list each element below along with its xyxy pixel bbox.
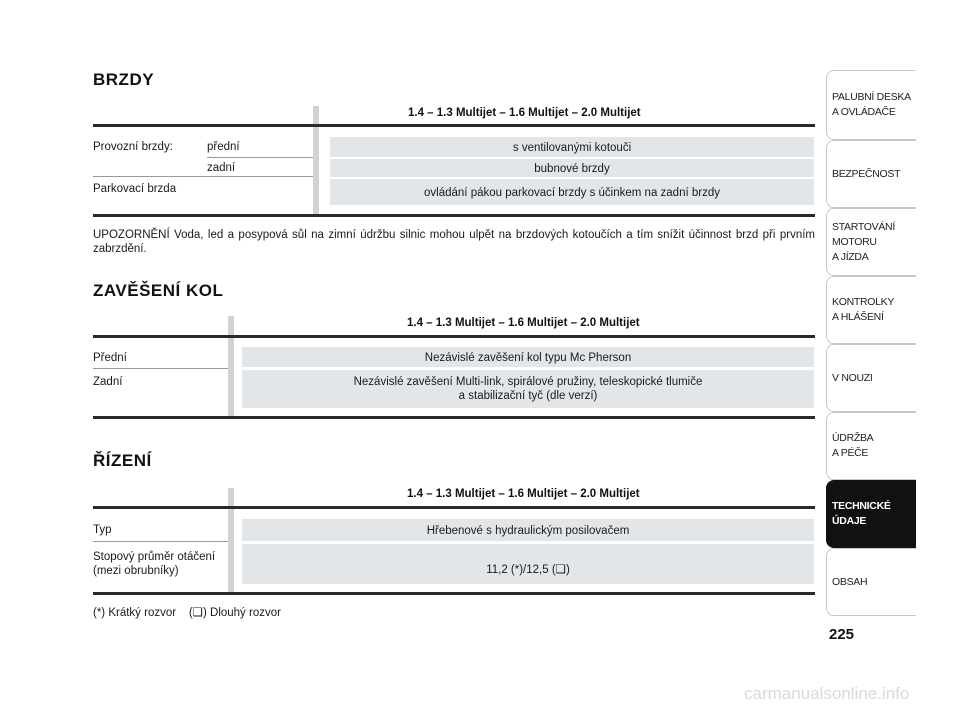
row-sublabel-predni: přední	[207, 141, 240, 153]
value-typ-rizeni: Hřebenové s hydraulickým posilovačem	[426, 525, 630, 537]
section-title-brzdy: BRZDY	[93, 70, 155, 89]
column-header-rizeni: 1.4 – 1.3 Multijet – 1.6 Multijet – 2.0 Multijet	[407, 488, 640, 500]
tab-udrzba[interactable]: ÚDRŽBA A PÉČE	[826, 412, 916, 480]
tab-palubni-deska[interactable]: PALUBNÍ DESKA A OVLÁDAČE	[826, 70, 916, 140]
tab-obsah[interactable]: OBSAH	[826, 548, 916, 616]
section-title-rizeni: ŘÍZENÍ	[93, 451, 152, 470]
footnote: (*) Krátký rozvor (❑) Dlouhý rozvor	[93, 607, 281, 619]
tab-bezpecnost[interactable]: BEZPEČNOST	[826, 140, 916, 208]
row-label-stopovy-prumer-line2: (mezi obrubníky)	[93, 565, 179, 577]
value-stopovy-prumer: 11,2 (*)/12,5 (❑)	[486, 564, 570, 576]
row-label-parkovaci-brzda: Parkovací brzda	[93, 183, 177, 195]
warning-note: UPOZORNĚNÍ Voda, led a posypová sůl na zimní údržbu silnic mohou ulpět na brzdových kotoučích a tím snížit účinnost brzd při prvním zabrzdění.	[93, 229, 815, 255]
value-parkovaci-brzda: ovládání pákou parkovací brzdy s účinkem na zadní brzdy	[424, 187, 720, 199]
value-ventilovane-kotouce: s ventilovanými kotouči	[512, 142, 632, 154]
row-label-provozni-brzdy: Provozní brzdy:	[93, 141, 173, 153]
table-rule	[93, 335, 815, 338]
value-zadni-zaveseni-line1: Nezávislé zavěšení Multi-link, spirálové pružiny, teleskopické tlumiče	[353, 376, 703, 388]
table-rule	[93, 416, 815, 419]
tab-kontrolky[interactable]: KONTROLKY A HLÁŠENÍ	[826, 276, 916, 344]
row-label-zadni: Zadní	[93, 376, 123, 388]
page-number: 225	[829, 626, 855, 643]
table-rule	[93, 506, 815, 509]
value-bubnove-brzdy: bubnové brzdy	[534, 163, 610, 175]
table-rule	[93, 592, 815, 595]
value-zadni-zaveseni-line2: a stabilizační tyč (dle verzí)	[458, 390, 598, 402]
tab-startovani[interactable]: STARTOVÁNÍ MOTORU A JÍZDA	[826, 208, 916, 276]
row-separator	[93, 541, 228, 542]
row-separator	[93, 176, 313, 177]
tab-technicke-udaje[interactable]: TECHNICKÉ ÚDAJE	[826, 480, 916, 548]
table-rule	[93, 214, 815, 217]
value-predni-zaveseni: Nezávislé zavěšení kol typu Mc Pherson	[424, 352, 632, 364]
row-sublabel-zadni: zadní	[207, 162, 236, 174]
row-label-stopovy-prumer-line1: Stopový průměr otáčení	[93, 551, 216, 563]
tab-v-nouzi[interactable]: V NOUZI	[826, 344, 916, 412]
watermark: carmanualsonline.info	[744, 684, 910, 703]
column-divider	[228, 488, 234, 592]
row-separator	[93, 368, 228, 369]
row-separator	[207, 157, 313, 158]
row-label-predni: Přední	[93, 352, 127, 364]
column-header-brzdy: 1.4 – 1.3 Multijet – 1.6 Multijet – 2.0 Multijet	[408, 107, 641, 119]
section-title-zaveseni-kol: ZAVĚŠENÍ KOL	[93, 281, 224, 300]
column-header-zaveseni: 1.4 – 1.3 Multijet – 1.6 Multijet – 2.0 Multijet	[407, 317, 640, 329]
table-rule	[93, 124, 815, 127]
column-divider	[228, 316, 234, 416]
column-divider	[313, 106, 319, 214]
row-label-typ: Typ	[93, 524, 112, 536]
